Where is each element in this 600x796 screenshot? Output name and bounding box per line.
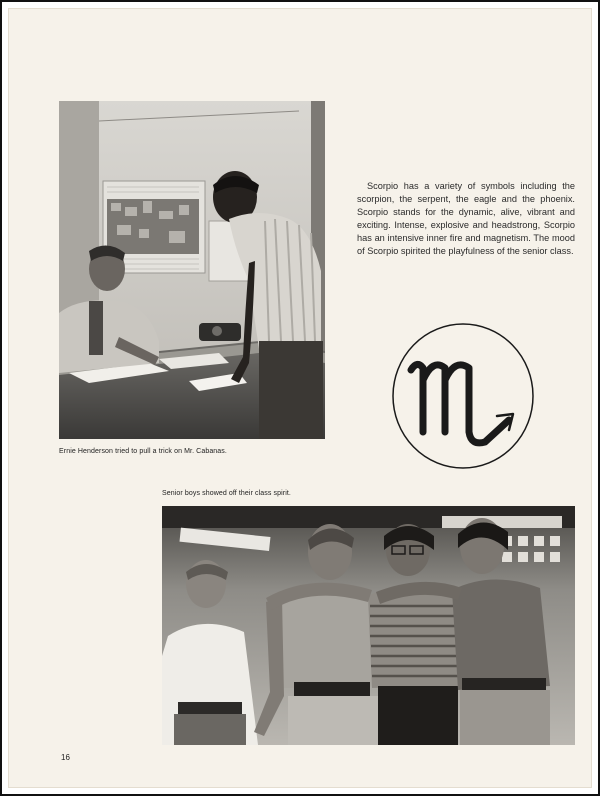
senior-boys-photo — [162, 506, 575, 745]
office-photo — [59, 101, 325, 439]
scorpio-zodiac-icon — [389, 320, 537, 472]
yearbook-page — [8, 8, 592, 788]
senior-boys-photo-caption: Senior boys showed off their class spirit. — [162, 490, 291, 497]
scorpio-paragraph: Scorpio has a variety of symbols including the scorpion, the serpent, the eagle and the phoenix. Scorpio stands for the dynamic, alive, vibrant and exciting. Intense, explosive and headstrong, Scorpio has an intensive inner fire and magnetism. The mood of Scorpio spirited the playfulness of the senior class. — [357, 181, 575, 256]
office-photo-caption: Ernie Henderson tried to pull a trick on Mr. Cabanas. — [59, 448, 227, 455]
page-number: 16 — [61, 753, 70, 762]
